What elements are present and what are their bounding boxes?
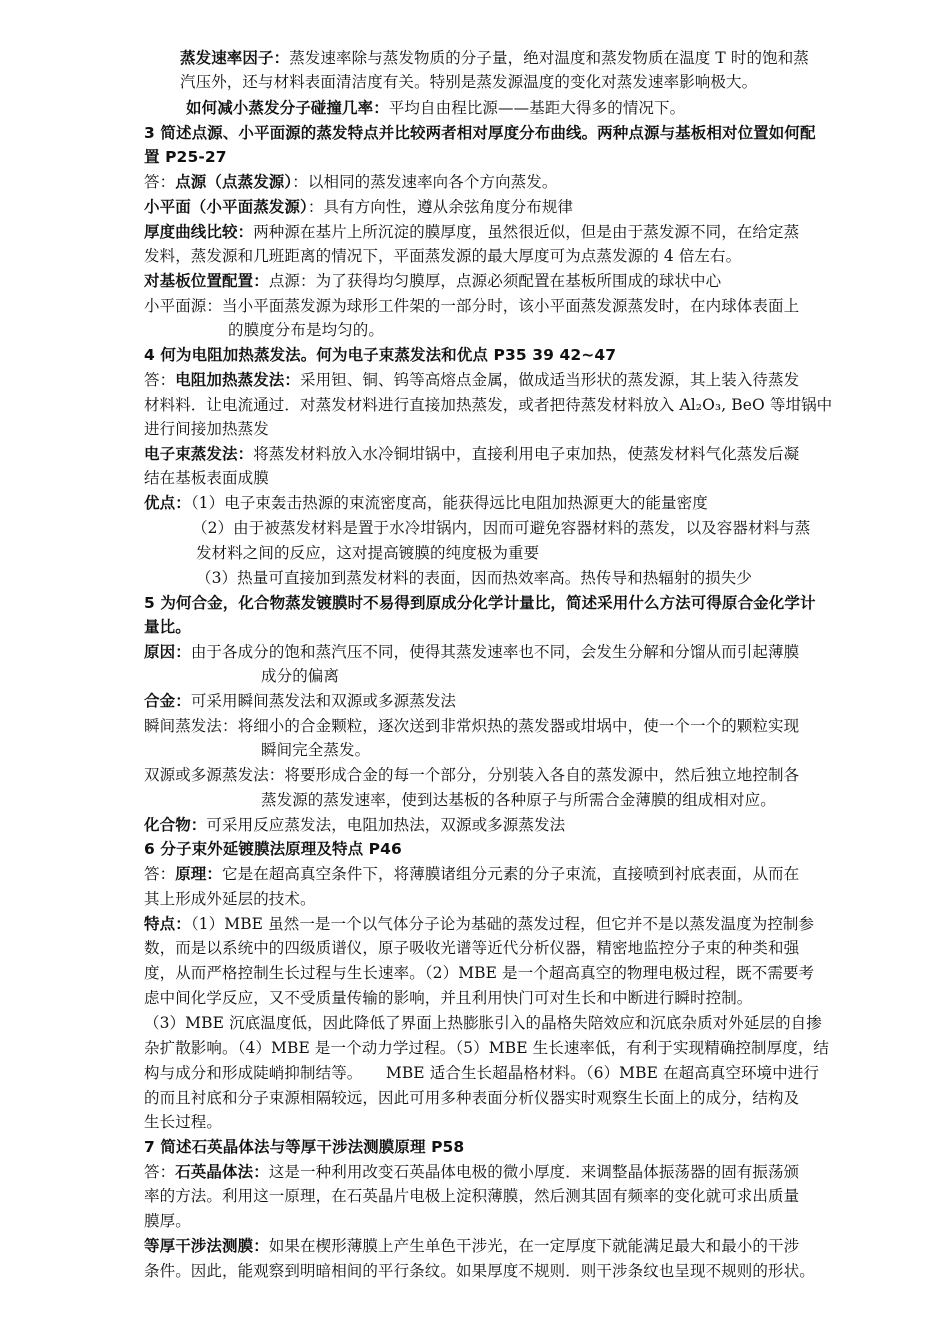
text-line [144,269,721,293]
bold-term: 对基板位置配置： [144,272,269,290]
question-heading: 7 简述石英晶体法与等厚干涉法测膜原理 P58 [144,1138,465,1156]
text-line [144,1184,799,1208]
answer-prefix: 答： [144,865,176,883]
line-text: 可采用瞬间蒸发法和双源或多源蒸发法 [190,692,457,710]
line-text: （1）电子束轰击热源的束流密度高，能获得远比电阻加热源更大的能量密度 [190,494,708,512]
question-heading: 5 为何合金，化合物蒸发镀膜时不易得到原成分化学计量比，简述采用什么方法可得原合金化学计 [144,594,816,612]
text-line [144,640,799,664]
text-line [144,961,814,985]
line-text: ：具有方向性，遵从余弦角度分布规律 [307,198,574,216]
text-line [144,1209,191,1233]
bold-term: 化合物： [144,816,207,834]
text-line [144,466,269,490]
text-line [144,393,832,417]
text-line [144,912,814,936]
text-line [144,714,799,738]
text-line [186,96,685,120]
bold-term: 特点： [144,915,191,933]
line-text: （2）由于被蒸发材料是置于水冷坩锅内，因而可避免容器材料的蒸发，以及容器材料与蒸 [192,519,811,537]
line-text: ：以相同的蒸发速率向各个方向蒸发。 [292,173,558,191]
bold-term: 原因： [144,643,191,661]
answer-prefix: 答： [144,173,176,191]
line-text: 将蒸发材料放入水冷铜坩锅中，直接利用电子束加热，使蒸发材料气化蒸发后凝 [253,445,800,463]
text-line [144,1011,822,1035]
line-text: 如果在楔形薄膜上产生单色干涉光，在一定厚度下就能满足最大和最小的干涉 [268,1237,800,1255]
text-line [144,986,752,1010]
line-text: （3）MBE 沉底温度低，因此降低了界面上热膨胀引入的晶格失陪效应和沉底杂质对外延层的自掺 [144,1014,822,1032]
line-text: 平均自由程比源——基距大得多的情况下。 [388,99,686,117]
text-line [144,417,269,441]
question-heading: 置 P25-27 [144,148,227,166]
text-line [144,1036,829,1060]
text-line [261,664,339,688]
text-line [144,442,799,466]
line-text: 发料，蒸发源和几班距离的情况下，平面蒸发源的最大厚度可为点蒸发源的 4 倍左右。 [144,247,742,265]
text-line [196,541,539,565]
line-text: 进行间接加热蒸发 [144,420,269,438]
text-line [180,46,809,70]
text-line [261,788,776,812]
bold-term: 电阻加热蒸发法： [175,371,301,389]
question-heading: 3 简述点源、小平面源的蒸发特点并比较两者相对厚度分布曲线。两种点源与基板相对位置如何配 [144,124,816,142]
bold-term: 点源（点蒸发源） [175,173,293,191]
line-text: 可采用反应蒸发法，电阻加热法，双源或多源蒸发法 [206,816,566,834]
text-line [196,566,752,590]
line-text: 蒸发源的蒸发速率，使到达基板的各种原子与所需合金薄膜的组成相对应。 [261,791,776,809]
bold-term: 原理： [175,865,223,883]
line-text: 由于各成分的饱和蒸汽压不同，使得其蒸发速率也不同，会发生分解和分馏从而引起薄膜 [190,643,800,661]
text-line [144,1160,799,1184]
line-text: 杂扩散影响。（4）MBE 是一个动力学过程。（5）MBE 生长速率低，有利于实现精确控制厚度，结 [144,1039,830,1057]
line-text: 小平面源：当小平面蒸发源为球形工件架的一部分时，该小平面蒸发源蒸发时，在内球体表面上 [144,297,800,315]
text-line [144,1234,799,1258]
bold-term: 如何减小蒸发分子碰撞几率： [186,99,389,117]
text-line [144,294,799,318]
question-heading: 6 分子束外延镀膜法原理及特点 P46 [144,840,402,858]
bold-term: 石英晶体法： [175,1163,269,1181]
question-heading: 4 何为电阻加热蒸发法。何为电子束蒸发法和优点 P35 39 42~47 [144,346,617,364]
text-line [228,318,384,342]
line-text: 采用钽、铜、钨等高熔点金属，做成适当形状的蒸发源，其上装入待蒸发 [300,371,800,389]
bold-term: 小平面（小平面蒸发源） [144,198,308,216]
text-line [192,516,810,540]
line-text: 两种源在基片上所沉淀的膜厚度，虽然很近似，但是由于蒸发源不同，在给定蒸 [253,223,800,241]
text-line [144,220,799,244]
text-line [144,813,565,837]
line-text: 生长过程。 [144,1113,223,1131]
line-text: 瞬间蒸发法：将细小的合金颗粒，逐次送到非常炽热的蒸发器或坩埚中，使一个一个的颗粒实现 [144,717,800,735]
question-heading: 量比。 [144,618,191,636]
line-text: 的膜度分布是均匀的。 [228,321,385,339]
text-line [144,862,799,886]
line-text: 虑中间化学反应，又不受质量传输的影响，并且利用快门可对生长和中断进行瞬时控制。 [144,989,753,1007]
line-text: 率的方法。利用这一原理，在石英晶片电极上淀积薄膜，然后测其固有频率的变化就可求出质量 [144,1187,800,1205]
text-line [144,195,573,219]
text-line [144,1110,222,1134]
text-line [180,70,757,94]
line-text: 这是一种利用改变石英晶体电极的微小厚度．来调整晶体振荡器的固有振荡颁 [268,1163,800,1181]
text-line [144,1061,819,1085]
bold-term: 优点： [144,494,191,512]
line-text: （3）热量可直接加到蒸发材料的表面，因而热效率高。热传导和热辐射的损失少 [196,569,752,587]
line-text: 发材料之间的反应，这对提高镀膜的纯度极为重要 [196,544,540,562]
line-text: 材料料．让电流通过．对蒸发材料进行直接加热蒸发，或者把待蒸发材料放入 Al₂O₃, BeO 等坩锅中 [144,396,833,414]
line-text: 结在基板表面成膜 [144,469,269,487]
line-text: （1）MBE 虽然一是一个以气体分子论为基础的蒸发过程，但它并不是以蒸发温度为控制参 [190,915,815,933]
text-line [261,738,370,762]
line-text: 的而且衬底和分子束源相隔较远，因此可用多种表面分析仪器实时观察生长面上的成分，结构及 [144,1089,800,1107]
text-line [144,491,708,515]
bold-term: 电子束蒸发法： [144,445,254,463]
text-line [144,936,799,960]
bold-term: 蒸发速率因子： [180,49,290,67]
text-line [144,368,799,392]
text-line [144,689,456,713]
line-text: 双源或多源蒸发法：将要形成合金的每一个部分，分别装入各自的蒸发源中，然后独立地控制各 [144,766,800,784]
text-line [144,887,316,911]
line-text: 条件。因此，能观察到明暗相间的平行条纹。如果厚度不规则．则干涉条纹也呈现不规则的形状。 [144,1262,815,1280]
text-line [144,1259,815,1283]
line-text: 度，从而严格控制生长过程与生长速率。（2）MBE 是一个超高真空的物理电极过程，既不需要考 [144,964,815,982]
line-text: 膜厚。 [144,1212,191,1230]
text-line [144,170,557,194]
line-text: 点源：为了获得均匀膜厚，点源必须配置在基板所围成的球状中心 [268,272,722,290]
text-line [144,763,799,787]
bold-term: 厚度曲线比较： [144,223,254,241]
answer-prefix: 答： [144,1163,176,1181]
line-text: 成分的偏离 [261,667,340,685]
answer-prefix: 答： [144,371,176,389]
text-line [144,1086,799,1110]
line-text: 它是在超高真空条件下，将薄膜诸组分元素的分子束流，直接喷到衬底表面，从而在 [222,865,800,883]
line-text: 其上形成外延层的技术。 [144,890,316,908]
bold-term: 合金： [144,692,191,710]
line-text: 汽压外，还与材料表面清洁度有关。特别是蒸发源温度的变化对蒸发速率影响极大。 [180,73,758,91]
line-text: 瞬间完全蒸发。 [261,741,371,759]
line-text: 蒸发速率除与蒸发物质的分子量，绝对温度和蒸发物质在温度 T 时的饱和蒸 [289,49,809,67]
bold-term: 等厚干涉法测膜： [144,1237,269,1255]
line-text: 构与成分和形成陡峭抑制结等。 MBE 适合生长超晶格材料。（6）MBE 在超高真空环境中进行 [144,1064,820,1082]
text-line [144,244,741,268]
line-text: 数，而是以系统中的四级质谱仪，原子吸收光谱等近代分析仪器，精密地监控分子束的种类和强 [144,939,800,957]
